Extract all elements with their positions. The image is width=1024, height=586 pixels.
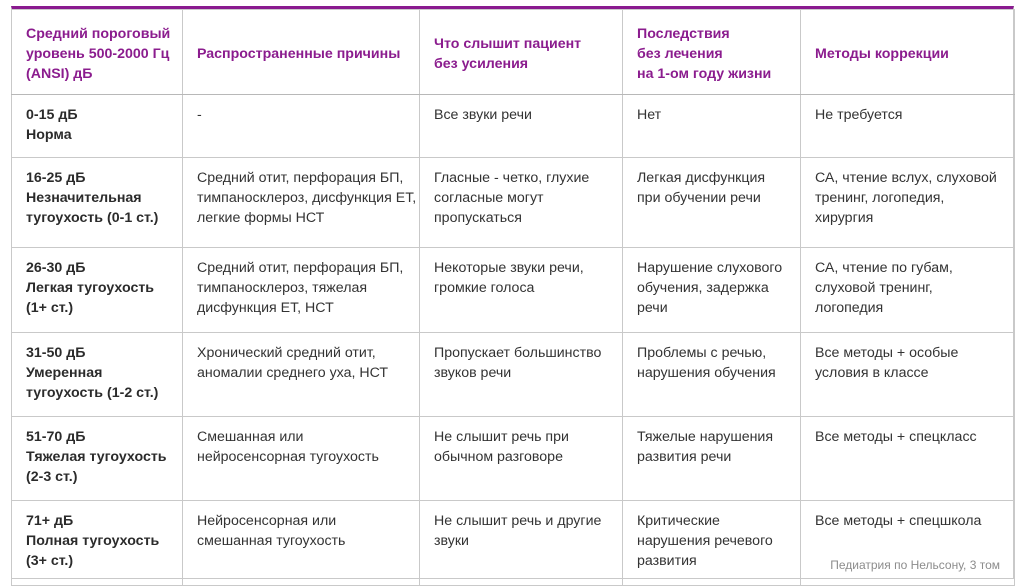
- cell-line: Незначительная: [26, 190, 142, 206]
- header-line: без усиления: [434, 56, 529, 72]
- hearing-loss-table: [11, 9, 1015, 586]
- header-correction: [801, 10, 1015, 95]
- cell-line: Не слышит речь при: [434, 429, 569, 445]
- cell-correction: [801, 501, 1015, 586]
- cell-line: Норма: [26, 127, 72, 143]
- cell-causes: [183, 417, 420, 501]
- cell-line: Тяжелые нарушения: [637, 429, 774, 445]
- table-row: [12, 248, 1015, 333]
- cell-line: Нет: [637, 107, 662, 123]
- header-line: уровень 500-2000 Гц: [26, 46, 170, 62]
- cell-line: Средний отит, перфорация БП,: [197, 170, 404, 186]
- cell-line: Все методы + спецкласс: [815, 429, 977, 445]
- cell-consequences: [623, 158, 801, 248]
- cell-line: Некоторые звуки речи,: [434, 260, 584, 276]
- cell-line: 26-30 дБ: [26, 260, 86, 276]
- cell-line: тугоухость (0-1 ст.): [26, 210, 159, 226]
- cell-hears: [420, 333, 623, 417]
- cell-line: звуков речи: [434, 365, 512, 381]
- cell-line: Все методы + особые: [815, 345, 959, 361]
- cell-line: согласные могут: [434, 190, 544, 206]
- cell-consequences: [623, 248, 801, 333]
- cell-causes: [183, 248, 420, 333]
- cell-line: дисфункция ЕТ, НСТ: [197, 300, 334, 316]
- table-row: [12, 158, 1015, 248]
- cell-causes: [183, 95, 420, 158]
- cell-line: -: [197, 107, 202, 123]
- cell-correction: [801, 158, 1015, 248]
- cell-line: 16-25 дБ: [26, 170, 86, 186]
- header-line: Распространенные причины: [197, 46, 401, 62]
- cell-line: Полная тугоухость: [26, 533, 160, 549]
- cell-line: слуховой тренинг,: [815, 280, 933, 296]
- cell-hears: [420, 248, 623, 333]
- cell-line: Умеренная: [26, 365, 103, 381]
- cell-line: (1+ ст.): [26, 300, 74, 316]
- cell-line: обучения, задержка: [637, 280, 769, 296]
- cell-line: 0-15 дБ: [26, 107, 78, 123]
- cell-line: Все звуки речи: [434, 107, 532, 123]
- cell-hears: [420, 501, 623, 586]
- cell-hears: [420, 158, 623, 248]
- header-line: (ANSI) дБ: [26, 66, 93, 82]
- cell-line: Проблемы с речью,: [637, 345, 767, 361]
- cell-line: тимпаносклероз, дисфункция ЕТ,: [197, 190, 417, 206]
- cell-line: хирургия: [815, 210, 874, 226]
- cell-line: Тяжелая тугоухость: [26, 449, 167, 465]
- cell-level: [12, 248, 183, 333]
- cell-level: [12, 417, 183, 501]
- cell-line: нарушения речевого: [637, 533, 773, 549]
- header-line: Последствия: [637, 26, 730, 42]
- cell-line: обычном разговоре: [434, 449, 563, 465]
- table-row: [12, 501, 1015, 586]
- cell-line: тренинг, логопедия,: [815, 190, 945, 206]
- cell-line: 31-50 дБ: [26, 345, 86, 361]
- cell-line: условия в классе: [815, 365, 929, 381]
- cell-line: Не слышит речь и другие: [434, 513, 602, 529]
- cell-correction: [801, 95, 1015, 158]
- cell-causes: [183, 501, 420, 586]
- header-line: Методы коррекции: [815, 46, 949, 62]
- cell-line: Нейросенсорная или: [197, 513, 337, 529]
- cell-causes: [183, 158, 420, 248]
- cell-line: СА, чтение вслух, слуховой: [815, 170, 997, 186]
- cell-line: звуки: [434, 533, 469, 549]
- header-threshold: [12, 10, 183, 95]
- cell-line: тимпаносклероз, тяжелая: [197, 280, 368, 296]
- cell-line: Не требуется: [815, 107, 903, 123]
- cell-line: 71+ дБ: [26, 513, 74, 529]
- header-hears: [420, 10, 623, 95]
- header-line: без лечения: [637, 46, 723, 62]
- cell-level: [12, 501, 183, 586]
- cell-line: (3+ ст.): [26, 553, 74, 569]
- cell-consequences: [623, 95, 801, 158]
- cell-line: Легкая дисфункция: [637, 170, 766, 186]
- source-caption: Педиатрия по Нельсону, 3 том: [830, 558, 1000, 572]
- cell-line: Средний отит, перфорация БП,: [197, 260, 404, 276]
- table-header-row: [12, 10, 1015, 95]
- cell-line: нарушения обучения: [637, 365, 776, 381]
- table-row: [12, 333, 1015, 417]
- cell-hears: [420, 417, 623, 501]
- cell-line: тугоухость (1-2 ст.): [26, 385, 159, 401]
- cell-correction: [801, 248, 1015, 333]
- cell-level: [12, 333, 183, 417]
- cell-correction: [801, 417, 1015, 501]
- cell-line: развития: [637, 553, 697, 569]
- cell-consequences: [623, 501, 801, 586]
- cell-line: Смешанная или: [197, 429, 304, 445]
- cell-correction: [801, 333, 1015, 417]
- cell-consequences: [623, 417, 801, 501]
- cell-line: Легкая тугоухость: [26, 280, 154, 296]
- cell-line: смешанная тугоухость: [197, 533, 346, 549]
- cell-line: 51-70 дБ: [26, 429, 86, 445]
- cell-line: при обучении речи: [637, 190, 761, 206]
- cell-line: нейросенсорная тугоухость: [197, 449, 379, 465]
- cell-hears: [420, 95, 623, 158]
- cell-line: логопедия: [815, 300, 884, 316]
- cell-line: аномалии среднего уха, НСТ: [197, 365, 389, 381]
- header-consequences: [623, 10, 801, 95]
- table-row: [12, 95, 1015, 158]
- cell-consequences: [623, 333, 801, 417]
- header-line: Что слышит пациент: [434, 36, 582, 52]
- cell-line: СА, чтение по губам,: [815, 260, 953, 276]
- header-line: Средний пороговый: [26, 26, 171, 42]
- cell-line: легкие формы НСТ: [197, 210, 325, 226]
- cell-line: громкие голоса: [434, 280, 535, 296]
- cell-line: (2-3 ст.): [26, 469, 78, 485]
- cell-line: Хронический средний отит,: [197, 345, 376, 361]
- table-row: [12, 417, 1015, 501]
- cell-line: речи: [637, 300, 668, 316]
- cell-level: [12, 95, 183, 158]
- cell-line: пропускаться: [434, 210, 522, 226]
- header-line: на 1-ом году жизни: [637, 66, 772, 82]
- header-causes: [183, 10, 420, 95]
- cell-causes: [183, 333, 420, 417]
- cell-line: Гласные - четко, глухие: [434, 170, 590, 186]
- cell-line: Критические: [637, 513, 720, 529]
- cell-level: [12, 158, 183, 248]
- cell-line: Нарушение слухового: [637, 260, 783, 276]
- cell-line: Все методы + спецшкола: [815, 513, 982, 529]
- cell-line: Пропускает большинство: [434, 345, 602, 361]
- cell-line: развития речи: [637, 449, 732, 465]
